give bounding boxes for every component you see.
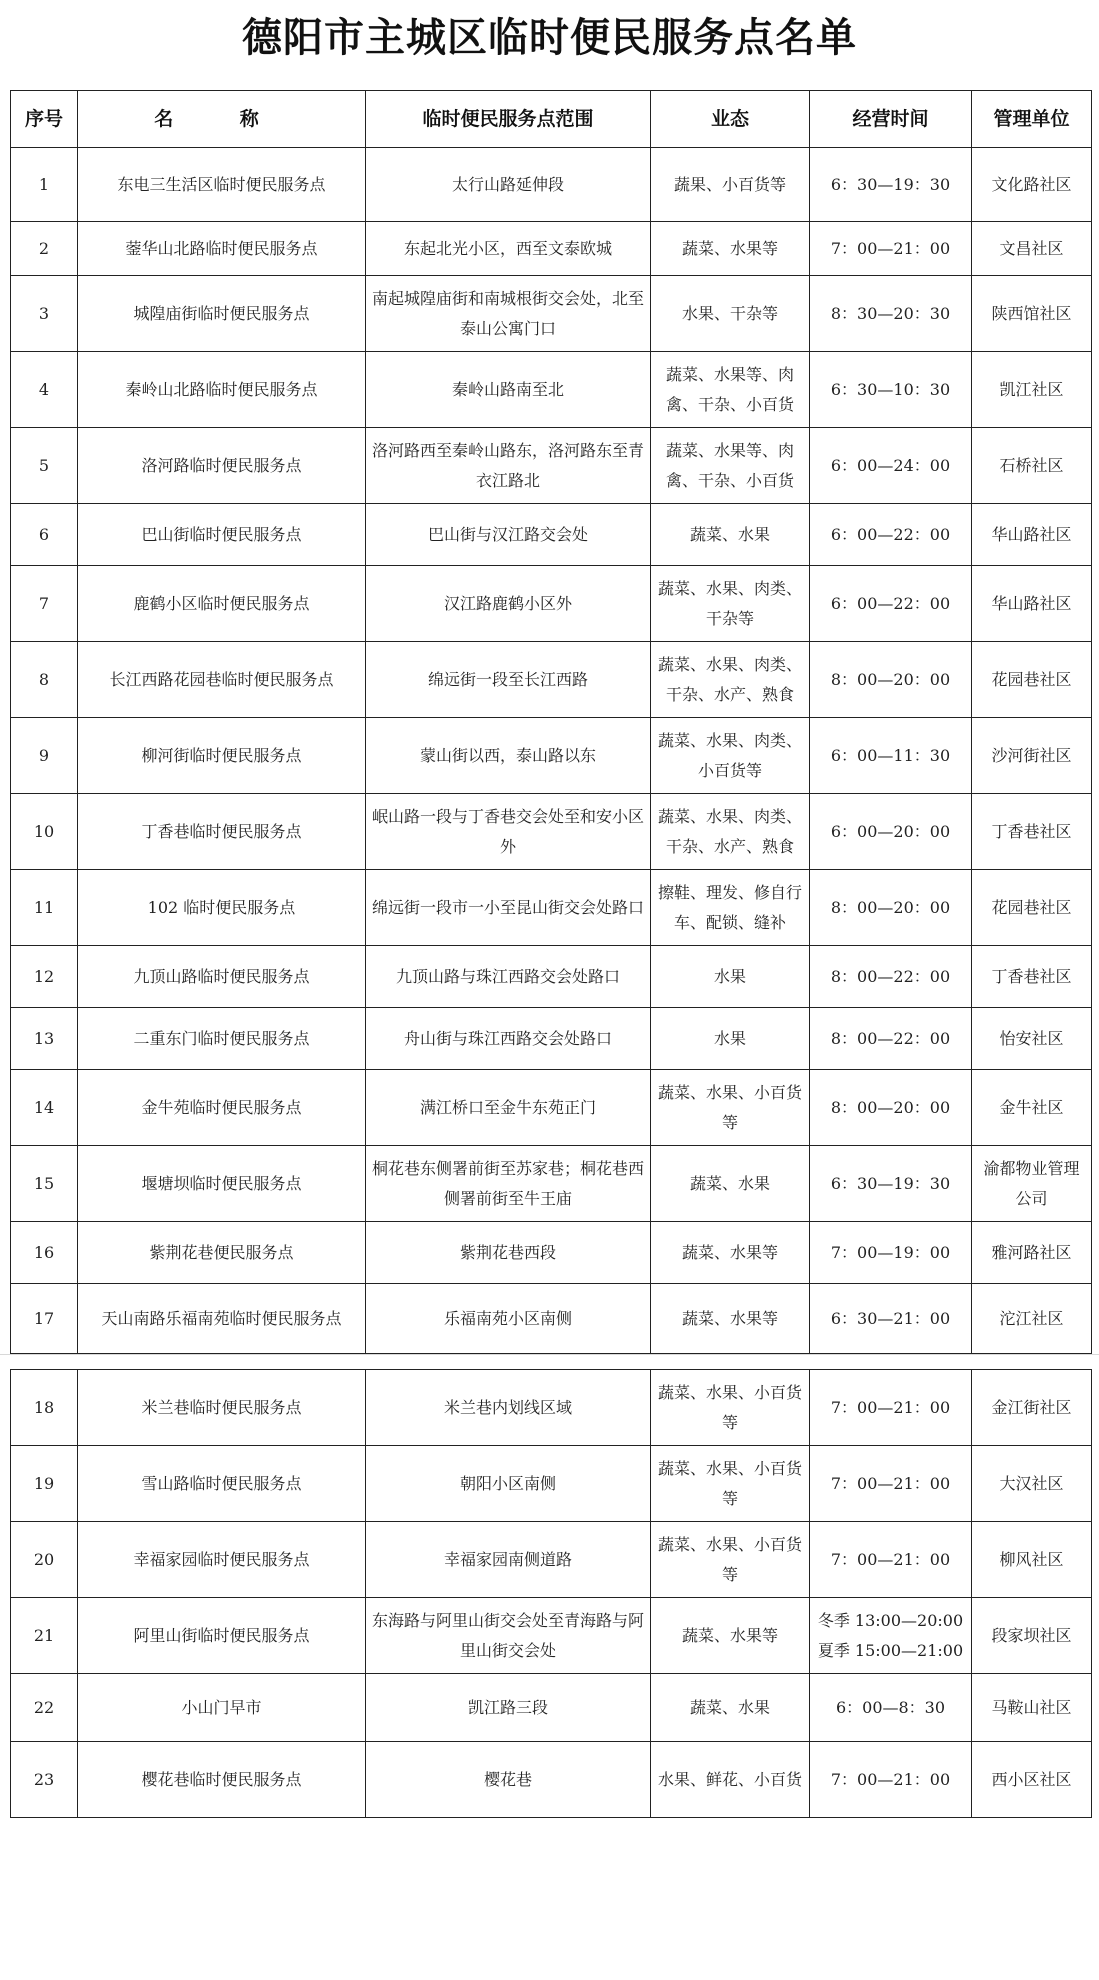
cell-unit: 丁香巷社区 (972, 794, 1092, 870)
table-row (11, 566, 1092, 642)
table-row (11, 642, 1092, 718)
cell-biz: 蔬菜、水果等、肉禽、干杂、小百货 (651, 352, 810, 428)
cell-hours: 6：00—22：00 (810, 566, 972, 642)
table-row (11, 1370, 1092, 1446)
cell-name: 九顶山路临时便民服务点 (78, 946, 366, 1008)
cell-unit: 大汉社区 (972, 1446, 1092, 1522)
page-divider (0, 1354, 1099, 1355)
table-row (11, 1742, 1092, 1818)
table-row (11, 1598, 1092, 1674)
cell-range: 东起北光小区，西至文泰欧城 (366, 222, 651, 276)
cell-no: 17 (11, 1284, 78, 1354)
cell-hours: 6：00—24：00 (810, 428, 972, 504)
cell-name: 堰塘坝临时便民服务点 (78, 1146, 366, 1222)
cell-range: 岷山路一段与丁香巷交会处至和安小区外 (366, 794, 651, 870)
table-row (11, 794, 1092, 870)
cell-unit: 华山路社区 (972, 566, 1092, 642)
cell-no: 16 (11, 1222, 78, 1284)
cell-unit: 雅河路社区 (972, 1222, 1092, 1284)
cell-biz: 蔬菜、水果、小百货等 (651, 1070, 810, 1146)
cell-range: 南起城隍庙街和南城根街交会处，北至泰山公寓门口 (366, 276, 651, 352)
cell-biz: 蔬菜、水果、肉类、干杂等 (651, 566, 810, 642)
cell-unit: 石桥社区 (972, 428, 1092, 504)
service-points-table-continued (10, 1369, 1092, 1818)
cell-hours: 6：30—19：30 (810, 148, 972, 222)
cell-hours: 8：00—22：00 (810, 1008, 972, 1070)
service-points-table (10, 90, 1092, 1354)
table-row (11, 1674, 1092, 1742)
cell-hours: 6：00—22：00 (810, 504, 972, 566)
cell-name: 102 临时便民服务点 (78, 870, 366, 946)
cell-name: 洛河路临时便民服务点 (78, 428, 366, 504)
cell-range: 凯江路三段 (366, 1674, 651, 1742)
cell-hours: 7：00—21：00 (810, 1446, 972, 1522)
cell-name: 长江西路花园巷临时便民服务点 (78, 642, 366, 718)
cell-no: 6 (11, 504, 78, 566)
cell-range: 秦岭山路南至北 (366, 352, 651, 428)
cell-name: 城隍庙街临时便民服务点 (78, 276, 366, 352)
cell-name: 小山门早市 (78, 1674, 366, 1742)
cell-range: 太行山路延伸段 (366, 148, 651, 222)
cell-unit: 柳风社区 (972, 1522, 1092, 1598)
cell-range: 巴山街与汉江路交会处 (366, 504, 651, 566)
table-row (11, 352, 1092, 428)
cell-no: 1 (11, 148, 78, 222)
cell-no: 20 (11, 1522, 78, 1598)
cell-no: 9 (11, 718, 78, 794)
table-row (11, 1008, 1092, 1070)
cell-range: 乐福南苑小区南侧 (366, 1284, 651, 1354)
cell-name: 柳河街临时便民服务点 (78, 718, 366, 794)
cell-no: 10 (11, 794, 78, 870)
cell-no: 5 (11, 428, 78, 504)
cell-no: 21 (11, 1598, 78, 1674)
cell-range: 绵远街一段至长江西路 (366, 642, 651, 718)
cell-unit: 丁香巷社区 (972, 946, 1092, 1008)
cell-biz: 蔬菜、水果、肉类、干杂、水产、熟食 (651, 794, 810, 870)
cell-hours: 7：00—21：00 (810, 1522, 972, 1598)
cell-biz: 蔬菜、水果 (651, 1674, 810, 1742)
cell-no: 7 (11, 566, 78, 642)
header-biz: 业态 (651, 91, 810, 148)
cell-hours: 8：00—20：00 (810, 870, 972, 946)
cell-biz: 蔬菜、水果等 (651, 1222, 810, 1284)
cell-range: 桐花巷东侧署前街至苏家巷；桐花巷西侧署前街至牛王庙 (366, 1146, 651, 1222)
page-title: 德阳市主城区临时便民服务点名单 (242, 15, 857, 61)
cell-unit: 凯江社区 (972, 352, 1092, 428)
cell-no: 4 (11, 352, 78, 428)
cell-biz: 水果 (651, 946, 810, 1008)
cell-name: 金牛苑临时便民服务点 (78, 1070, 366, 1146)
table-row (11, 222, 1092, 276)
table-row (11, 1446, 1092, 1522)
cell-no: 18 (11, 1370, 78, 1446)
cell-unit: 文化路社区 (972, 148, 1092, 222)
cell-range: 米兰巷内划线区域 (366, 1370, 651, 1446)
table-row (11, 718, 1092, 794)
cell-hours: 8：00—20：00 (810, 1070, 972, 1146)
table-row (11, 504, 1092, 566)
cell-name: 阿里山街临时便民服务点 (78, 1598, 366, 1674)
cell-hours: 6：30—19：30 (810, 1146, 972, 1222)
cell-no: 2 (11, 222, 78, 276)
cell-hours: 6：30—10：30 (810, 352, 972, 428)
cell-no: 14 (11, 1070, 78, 1146)
cell-biz: 蔬果、小百货等 (651, 148, 810, 222)
cell-biz: 蔬菜、水果、肉类、小百货等 (651, 718, 810, 794)
cell-range: 紫荆花巷西段 (366, 1222, 651, 1284)
cell-name: 幸福家园临时便民服务点 (78, 1522, 366, 1598)
cell-no: 23 (11, 1742, 78, 1818)
cell-range: 满江桥口至金牛东苑正门 (366, 1070, 651, 1146)
cell-name: 鹿鹤小区临时便民服务点 (78, 566, 366, 642)
cell-unit: 文昌社区 (972, 222, 1092, 276)
cell-name: 樱花巷临时便民服务点 (78, 1742, 366, 1818)
cell-hours: 8：30—20：30 (810, 276, 972, 352)
cell-hours: 6：00—20：00 (810, 794, 972, 870)
cell-unit: 怡安社区 (972, 1008, 1092, 1070)
cell-biz: 水果、鲜花、小百货 (651, 1742, 810, 1818)
header-name (78, 91, 366, 148)
cell-unit: 段家坝社区 (972, 1598, 1092, 1674)
cell-range: 汉江路鹿鹤小区外 (366, 566, 651, 642)
cell-name: 雪山路临时便民服务点 (78, 1446, 366, 1522)
table-row (11, 870, 1092, 946)
table-row (11, 1522, 1092, 1598)
cell-name: 米兰巷临时便民服务点 (78, 1370, 366, 1446)
table-body-continued (11, 1370, 1092, 1818)
cell-name: 秦岭山北路临时便民服务点 (78, 352, 366, 428)
cell-biz: 蔬菜、水果、小百货等 (651, 1370, 810, 1446)
cell-unit: 华山路社区 (972, 504, 1092, 566)
table-row (11, 1146, 1092, 1222)
cell-unit: 沱江社区 (972, 1284, 1092, 1354)
cell-hours: 7：00—21：00 (810, 1742, 972, 1818)
cell-no: 3 (11, 276, 78, 352)
cell-no: 12 (11, 946, 78, 1008)
header-no: 序号 (11, 91, 78, 148)
header-hours: 经营时间 (810, 91, 972, 148)
cell-hours: 6：30—21：00 (810, 1284, 972, 1354)
cell-biz: 擦鞋、理发、修自行车、配锁、缝补 (651, 870, 810, 946)
cell-hours: 8：00—22：00 (810, 946, 972, 1008)
cell-range: 蒙山街以西，泰山路以东 (366, 718, 651, 794)
cell-name: 蓥华山北路临时便民服务点 (78, 222, 366, 276)
cell-biz: 蔬菜、水果、小百货等 (651, 1522, 810, 1598)
table-row (11, 1070, 1092, 1146)
cell-no: 15 (11, 1146, 78, 1222)
cell-range: 朝阳小区南侧 (366, 1446, 651, 1522)
cell-range: 九顶山路与珠江西路交会处路口 (366, 946, 651, 1008)
cell-biz: 水果 (651, 1008, 810, 1070)
cell-unit: 花园巷社区 (972, 870, 1092, 946)
cell-unit: 金牛社区 (972, 1070, 1092, 1146)
cell-no: 19 (11, 1446, 78, 1522)
cell-biz: 水果、干杂等 (651, 276, 810, 352)
cell-range: 幸福家园南侧道路 (366, 1522, 651, 1598)
table-body (11, 148, 1092, 1354)
cell-name: 东电三生活区临时便民服务点 (78, 148, 366, 222)
cell-no: 13 (11, 1008, 78, 1070)
header-unit: 管理单位 (972, 91, 1092, 148)
cell-biz: 蔬菜、水果等 (651, 222, 810, 276)
cell-hours: 7：00—19：00 (810, 1222, 972, 1284)
table-row (11, 946, 1092, 1008)
cell-unit: 陕西馆社区 (972, 276, 1092, 352)
cell-name: 紫荆花巷便民服务点 (78, 1222, 366, 1284)
cell-range: 洛河路西至秦岭山路东，洛河路东至青衣江路北 (366, 428, 651, 504)
cell-unit: 马鞍山社区 (972, 1674, 1092, 1742)
cell-hours: 7：00—21：00 (810, 1370, 972, 1446)
cell-range: 舟山街与珠江西路交会处路口 (366, 1008, 651, 1070)
cell-no: 22 (11, 1674, 78, 1742)
cell-biz: 蔬菜、水果 (651, 1146, 810, 1222)
table-row (11, 276, 1092, 352)
cell-hours: 7：00—21：00 (810, 222, 972, 276)
cell-unit: 沙河街社区 (972, 718, 1092, 794)
cell-biz: 蔬菜、水果、肉类、干杂、水产、熟食 (651, 642, 810, 718)
cell-hours: 冬季 13:00—20:00 夏季 15:00—21:00 (810, 1598, 972, 1674)
cell-hours: 6：00—8：30 (810, 1674, 972, 1742)
cell-unit: 花园巷社区 (972, 642, 1092, 718)
cell-range: 樱花巷 (366, 1742, 651, 1818)
cell-biz: 蔬菜、水果、小百货等 (651, 1446, 810, 1522)
cell-no: 11 (11, 870, 78, 946)
cell-name: 天山南路乐福南苑临时便民服务点 (78, 1284, 366, 1354)
cell-range: 绵远街一段市一小至昆山街交会处路口 (366, 870, 651, 946)
table-row (11, 1222, 1092, 1284)
cell-biz: 蔬菜、水果等、肉禽、干杂、小百货 (651, 428, 810, 504)
cell-hours: 6：00—11：30 (810, 718, 972, 794)
cell-biz: 蔬菜、水果等 (651, 1598, 810, 1674)
cell-name: 二重东门临时便民服务点 (78, 1008, 366, 1070)
header-row (11, 91, 1092, 148)
table-row (11, 148, 1092, 222)
cell-no: 8 (11, 642, 78, 718)
table-row (11, 428, 1092, 504)
cell-unit: 渝都物业管理公司 (972, 1146, 1092, 1222)
cell-unit: 金江街社区 (972, 1370, 1092, 1446)
cell-hours: 8：00—20：00 (810, 642, 972, 718)
header-name-label: 名 称 (154, 108, 289, 130)
cell-name: 丁香巷临时便民服务点 (78, 794, 366, 870)
cell-biz: 蔬菜、水果等 (651, 1284, 810, 1354)
cell-name: 巴山街临时便民服务点 (78, 504, 366, 566)
table-row (11, 1284, 1092, 1354)
cell-unit: 西小区社区 (972, 1742, 1092, 1818)
cell-biz: 蔬菜、水果 (651, 504, 810, 566)
header-range: 临时便民服务点范围 (366, 91, 651, 148)
cell-range: 东海路与阿里山街交会处至青海路与阿里山街交会处 (366, 1598, 651, 1674)
